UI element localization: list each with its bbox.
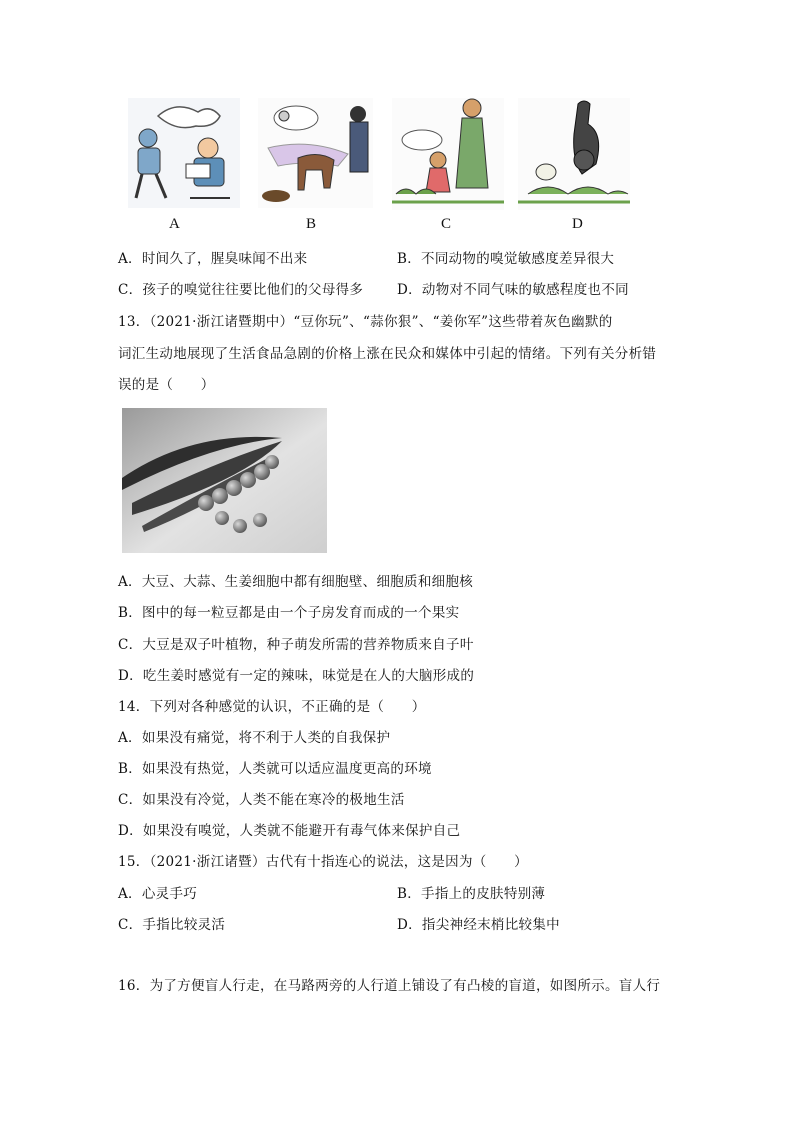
cartoon-panel-d (518, 98, 630, 210)
figure-caption-d: D (572, 216, 583, 232)
q13-stem-line-2: 词汇生动地展现了生活食品急剧的价格上涨在民众和媒体中引起的情绪。下列有关分析错 (118, 346, 657, 362)
cartoon-panel-b (258, 98, 373, 208)
figure-caption-a: A (169, 216, 180, 232)
q14-option-c: C．如果没有冷觉，人类不能在寒冷的极地生活 (118, 792, 405, 808)
q14-option-d: D．如果没有嗅觉，人类就不能避开有毒气体来保护自己 (118, 823, 461, 839)
q13-option-a: A．大豆、大蒜、生姜细胞中都有细胞壁、细胞质和细胞核 (118, 574, 474, 590)
q15-option-c: C．手指比较灵活 (118, 917, 226, 933)
cartoon-panel-a (128, 98, 240, 208)
q13-stem-line-1: 13．（2021·浙江诸暨期中）“豆你玩”、“蒜你狠”、“姜你军”这些带着灰色幽默的 (118, 314, 613, 330)
q14-stem: 14．下列对各种感觉的认识，不正确的是（ ） (118, 699, 426, 715)
figure-caption-b: B (306, 216, 317, 232)
q14-option-a: A．如果没有痛觉，将不利于人类的自我保护 (118, 730, 391, 746)
q13-option-c: C．大豆是双子叶植物，种子萌发所需的营养物质来自子叶 (118, 637, 474, 653)
figure-caption-c: C (441, 216, 452, 232)
q13-stem-line-3: 误的是（ ） (118, 377, 215, 393)
cartoon-panel-c (392, 98, 504, 210)
q12-option-a: A．时间久了，腥臭味闻不出来 (118, 251, 308, 267)
bean-pod-photo (122, 408, 327, 553)
q12-option-b: B．不同动物的嗅觉敏感度差异很大 (397, 251, 615, 267)
q13-option-b: B．图中的每一粒豆都是由一个子房发育而成的一个果实 (118, 605, 460, 621)
q12-option-c: C．孩子的嗅觉往往要比他们的父母得多 (118, 282, 364, 298)
q13-option-d: D．吃生姜时感觉有一定的辣味，味觉是在人的大脑形成的 (118, 668, 475, 684)
q15-option-a: A．心灵手巧 (118, 886, 198, 902)
q16-stem: 16．为了方便盲人行走，在马路两旁的人行道上铺设了有凸棱的盲道，如图所示。盲人行 (118, 978, 661, 994)
q14-option-b: B．如果没有热觉，人类就可以适应温度更高的环境 (118, 761, 432, 777)
q15-option-b: B．手指上的皮肤特别薄 (397, 886, 546, 902)
q15-stem: 15．（2021·浙江诸暨）古代有十指连心的说法，这是因为（ ） (118, 854, 528, 870)
q15-option-d: D．指尖神经末梢比较集中 (397, 917, 560, 933)
q12-option-d: D．动物对不同气味的敏感程度也不同 (397, 282, 629, 298)
